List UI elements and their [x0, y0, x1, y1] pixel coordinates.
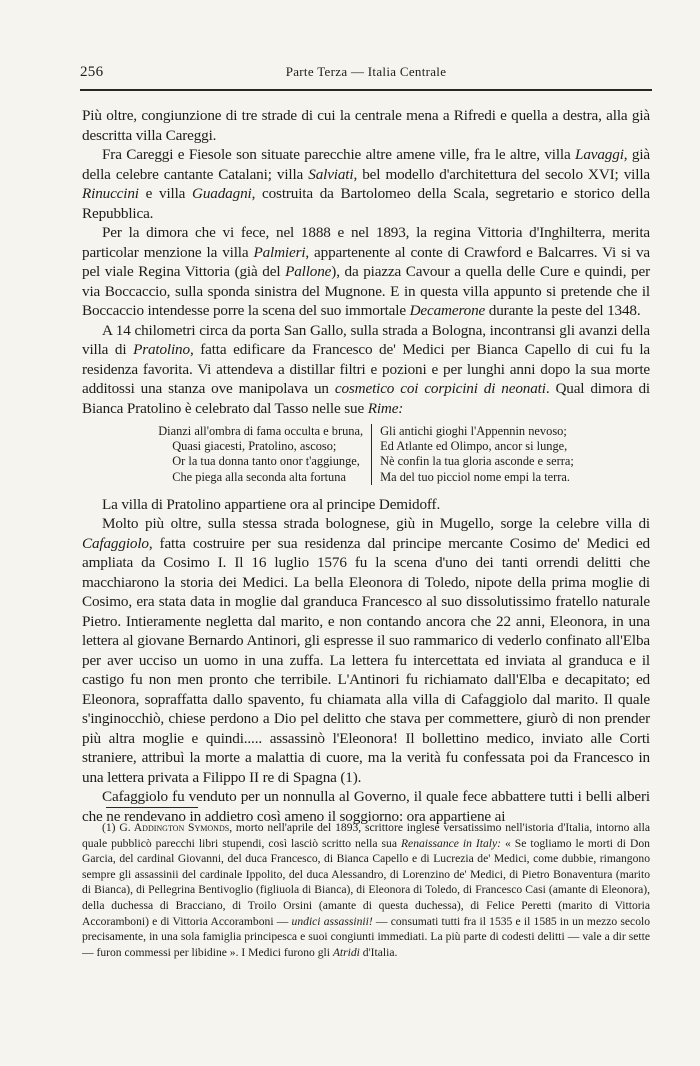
- footnote-marker: (1): [102, 821, 120, 834]
- verse-line: Nè confin la tua gloria asconde e serra;: [380, 454, 574, 469]
- verse-line: Quasi giacesti, Pratolino, ascoso;: [172, 439, 337, 454]
- verse-right-column: [371, 424, 582, 485]
- verse-line: Ed Atlante ed Olimpo, ancor si lunge,: [380, 439, 568, 454]
- paragraph-cafaggiolo-governo: Cafaggiolo fu venduto per un nonnulla al Governo, il quale fece abbattere tutti i belli alberi che ne rendevano in addietro così ameno il soggiorno: ora appartiene ai: [82, 788, 650, 825]
- verse-left-column: [150, 424, 371, 485]
- footnote: (1) G. Addington Symonds, morto nell'aprile del 1893, scrittore inglese versatissimo nell'istoria d'Italia, intorno alla quale pubblicò parecchi libri stupendi, così lasciò scritto nella sua Renaissance in Italy: « Se togliamo le morti di Don Garcia, del cardinal Giovanni, del duca Francesco, di Bianca Capello e di Lucrezia de' Medici, come dubbie, rimangono sempre gli assassinii del cardinale Ippolito, del duca Alessandro, di Lorenzino de' Medici, di Pietro Bonaventura (marito di Bianca), di Pellegrina Bentivoglio (figliuola di Bianca), di Eleonora di Toledo, di Francesco Casi (amante di Eleonora), della duchessa di Bracciano, di Troilo Orsini (amante di questa duchessa), di Felice Peretti (marito di Vittoria Accoramboni) e di Vittoria Accoramboni — undici assassinii! — consumati tutti fra il 1535 e il 1585 in un mezzo secolo precisamente, in una sola famiglia principesca e suoi congiunti immediati. La più parte di codesti delitti — vale a dir sette — furon commessi per libidine ». I Medici furono gli Atridi d'Italia.: [82, 821, 651, 959]
- tasso-verse: [82, 424, 650, 485]
- running-title: Parte Terza — Italia Centrale: [285, 64, 447, 79]
- main-text: [82, 106, 650, 826]
- verse-line: Dianzi all'ombra di fama occulta e bruna,: [158, 424, 364, 438]
- footnote-author: G. Addington Symonds: [119, 821, 230, 834]
- paragraph-pratolino: A 14 chilometri circa da porta San Gallo, sulla strada a Bologna, incontransi gli avanzi della villa di Pratolino, fatta edificare da Francesco de' Medici per Bianca Capello di cui fu la residenza favorita. Vi attendeva a distillar filtri e pozioni e per lunghi anni dopo la sua morte additossi una stanza ove manipolava un cosmetico coi corpicini di neonati. Qual dimora di Bianca Pratolino è celebrato dal Tasso nelle sue Rime:: [82, 321, 650, 417]
- footnote-rule: [106, 807, 198, 808]
- running-header: [80, 60, 652, 84]
- paragraph-ville-fiesole: Fra Careggi e Fiesole son situate parecchie altre amene ville, fra le altre, villa Lavaggi, già della celebre cantante Catalani; villa Salviati, bel modello d'architettura del secolo XVI; villa Rinuccini e villa Guadagni, costruita da Bartolomeo della Scala, segretario e storico della Repubblica.: [82, 146, 650, 222]
- page-number: 256: [80, 64, 104, 80]
- verse-line: Ma del tuo picciol nome empi la terra.: [380, 469, 571, 484]
- verse-line: Gli antichi gioghi l'Appennin nevoso;: [380, 424, 567, 438]
- paragraph-villa-palmieri: Per la dimora che vi fece, nel 1888 e nel 1893, la regina Vittoria d'Inghilterra, merita particolar menzione la villa Palmieri, appartenente al conte di Crawford e Balcarres. Vi si va pel viale Regina Vittoria (già del Pallone), da piazza Cavour a quella delle Cure e quindi, per via Boccaccio, sulla sponda sinistra del Mugnone. E in questa villa appunto si pretende che il Boccaccio intendesse porre la scena del suo immortale Decamerone durante la peste del 1348.: [82, 224, 650, 319]
- paragraph-demidoff: La villa di Pratolino appartiene ora al principe Demidoff.: [102, 495, 441, 513]
- paragraph-cafaggiolo: Molto più oltre, sulla stessa strada bolognese, giù in Mugello, sorge la celebre villa di Cafaggiolo, fatta costruire per sua residenza dal principe mercante Cosimo de' Medici ed ampliata da Cosimo I. Il 16 luglio 1576 fu la scena d'uno dei tanti orrendi delitti che macchiarono la storia dei Medici. La bella Eleonora di Toledo, nipote della prima moglie di Cosimo, era stata data in moglie dal granduca Francesco al suo dissolutissimo fratello naturale Pietro. Intieramente negletta dal marito, e non contando ancora che 22 anni, Eleonora, in una lettera al giovane Bernardo Antinori, gli espresse il suo rammarico di vederlo confinato all'Elba per aver ucciso un uomo in una zuffa. La lettera fu intercettata ed inviata al granduca e il castigo fu non men pronto che terribile. L'Antinori fu richiamato dall'Elba e decapitato; ed Eleonora, sopraffatta dallo spavento, fu chiamata alla villa di Cafaggiolo dal marito. Il quale s'inginocchiò, chiese perdono a Dio pel delitto che stava per commettere, giurò di non prender più altra moglie e quindi..... assassinò l'Eleonora! Il bollettino medico, inviato alle Corti straniere, attribuì la morte a malattia di cuore, ma la verità fu confessata poi da Francesco in una lettera privata a Filippo II re di Spagna (1).: [82, 515, 650, 786]
- paragraph-careggi: Più oltre, congiunzione di tre strade di cui la centrale mena a Rifredi e quella a destra, alla già descritta villa Careggi.: [82, 107, 650, 144]
- verse-line: Che piega alla seconda alta fortuna: [172, 469, 346, 484]
- verse-line: Or la tua donna tanto onor t'aggiunge,: [172, 454, 360, 469]
- header-rule: [80, 89, 652, 91]
